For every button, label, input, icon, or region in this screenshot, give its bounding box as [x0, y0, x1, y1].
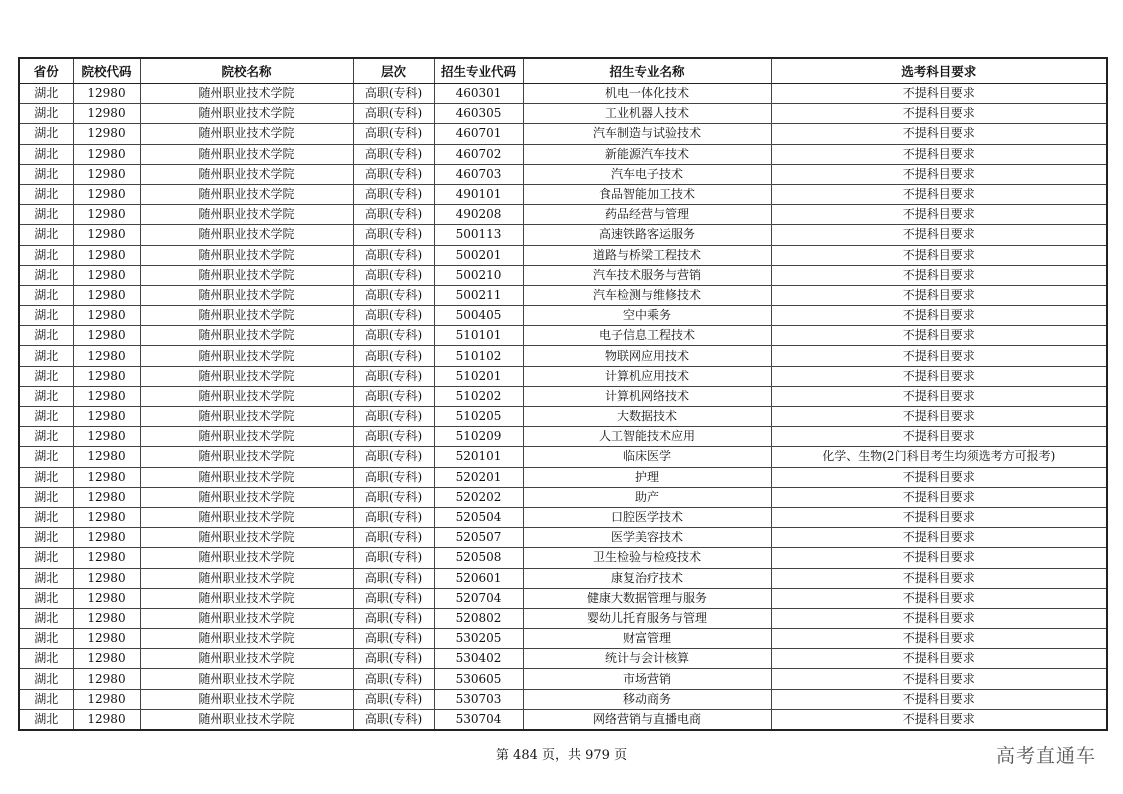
cell-school-name: 随州职业技术学院	[140, 407, 353, 427]
table-row	[19, 689, 1107, 709]
cell-school-code: 12980	[73, 326, 140, 346]
cell-school-code: 12980	[73, 245, 140, 265]
cell-major-name: 汽车技术服务与营销	[523, 265, 771, 285]
cell-major-name: 电子信息工程技术	[523, 326, 771, 346]
cell-school-name: 随州职业技术学院	[140, 84, 353, 104]
cell-major-code: 530605	[434, 669, 523, 689]
table-row	[19, 326, 1107, 346]
cell-subject-requirement: 不提科目要求	[771, 669, 1107, 689]
cell-province: 湖北	[19, 427, 73, 447]
cell-school-name: 随州职业技术学院	[140, 669, 353, 689]
cell-school-name: 随州职业技术学院	[140, 447, 353, 467]
cell-major-name: 食品智能加工技术	[523, 184, 771, 204]
cell-level: 高职(专科)	[353, 84, 434, 104]
cell-major-code: 530402	[434, 649, 523, 669]
cell-major-code: 490208	[434, 205, 523, 225]
table-row	[19, 306, 1107, 326]
cell-major-name: 汽车电子技术	[523, 164, 771, 184]
cell-subject-requirement: 不提科目要求	[771, 467, 1107, 487]
cell-major-name: 药品经营与管理	[523, 205, 771, 225]
table-row	[19, 285, 1107, 305]
cell-province: 湖北	[19, 669, 73, 689]
cell-province: 湖北	[19, 326, 73, 346]
cell-level: 高职(专科)	[353, 225, 434, 245]
admissions-table-container	[18, 57, 1106, 731]
cell-subject-requirement: 不提科目要求	[771, 386, 1107, 406]
cell-school-code: 12980	[73, 144, 140, 164]
cell-level: 高职(专科)	[353, 568, 434, 588]
cell-subject-requirement: 不提科目要求	[771, 306, 1107, 326]
cell-school-name: 随州职业技术学院	[140, 326, 353, 346]
cell-level: 高职(专科)	[353, 144, 434, 164]
table-body	[19, 84, 1107, 731]
header-major-name: 招生专业名称	[523, 58, 771, 84]
cell-level: 高职(专科)	[353, 245, 434, 265]
table-row	[19, 427, 1107, 447]
cell-level: 高职(专科)	[353, 164, 434, 184]
cell-major-code: 460703	[434, 164, 523, 184]
cell-school-name: 随州职业技术学院	[140, 124, 353, 144]
cell-major-name: 空中乘务	[523, 306, 771, 326]
cell-level: 高职(专科)	[353, 184, 434, 204]
cell-level: 高职(专科)	[353, 427, 434, 447]
cell-major-code: 510102	[434, 346, 523, 366]
cell-province: 湖北	[19, 649, 73, 669]
cell-subject-requirement: 不提科目要求	[771, 709, 1107, 730]
cell-major-code: 520508	[434, 548, 523, 568]
cell-school-code: 12980	[73, 568, 140, 588]
cell-subject-requirement: 不提科目要求	[771, 285, 1107, 305]
cell-subject-requirement: 不提科目要求	[771, 689, 1107, 709]
cell-major-name: 大数据技术	[523, 407, 771, 427]
cell-school-code: 12980	[73, 124, 140, 144]
cell-major-name: 物联网应用技术	[523, 346, 771, 366]
cell-major-code: 520802	[434, 608, 523, 628]
table-row	[19, 205, 1107, 225]
cell-major-code: 520202	[434, 487, 523, 507]
cell-subject-requirement: 不提科目要求	[771, 144, 1107, 164]
cell-school-code: 12980	[73, 427, 140, 447]
table-row	[19, 346, 1107, 366]
cell-province: 湖北	[19, 104, 73, 124]
cell-subject-requirement: 不提科目要求	[771, 346, 1107, 366]
cell-subject-requirement: 不提科目要求	[771, 588, 1107, 608]
cell-subject-requirement: 不提科目要求	[771, 649, 1107, 669]
cell-province: 湖北	[19, 285, 73, 305]
cell-subject-requirement: 不提科目要求	[771, 528, 1107, 548]
cell-school-name: 随州职业技术学院	[140, 709, 353, 730]
cell-subject-requirement: 不提科目要求	[771, 326, 1107, 346]
cell-major-name: 网络营销与直播电商	[523, 709, 771, 730]
table-row	[19, 225, 1107, 245]
table-row	[19, 386, 1107, 406]
cell-subject-requirement: 不提科目要求	[771, 608, 1107, 628]
cell-level: 高职(专科)	[353, 507, 434, 527]
cell-province: 湖北	[19, 689, 73, 709]
cell-major-code: 520704	[434, 588, 523, 608]
cell-province: 湖北	[19, 184, 73, 204]
cell-school-code: 12980	[73, 205, 140, 225]
cell-school-code: 12980	[73, 669, 140, 689]
table-row	[19, 608, 1107, 628]
cell-province: 湖北	[19, 629, 73, 649]
cell-school-name: 随州职业技术学院	[140, 184, 353, 204]
cell-major-name: 人工智能技术应用	[523, 427, 771, 447]
cell-school-code: 12980	[73, 689, 140, 709]
cell-province: 湖北	[19, 407, 73, 427]
table-row	[19, 487, 1107, 507]
table-row	[19, 447, 1107, 467]
cell-major-code: 500201	[434, 245, 523, 265]
cell-school-code: 12980	[73, 164, 140, 184]
header-province: 省份	[19, 58, 73, 84]
cell-school-code: 12980	[73, 386, 140, 406]
cell-level: 高职(专科)	[353, 629, 434, 649]
cell-school-code: 12980	[73, 346, 140, 366]
table-row	[19, 709, 1107, 730]
cell-school-name: 随州职业技术学院	[140, 507, 353, 527]
cell-school-name: 随州职业技术学院	[140, 104, 353, 124]
cell-level: 高职(专科)	[353, 306, 434, 326]
cell-major-name: 统计与会计核算	[523, 649, 771, 669]
cell-subject-requirement: 不提科目要求	[771, 548, 1107, 568]
cell-province: 湖北	[19, 548, 73, 568]
cell-school-name: 随州职业技术学院	[140, 608, 353, 628]
cell-province: 湖北	[19, 588, 73, 608]
cell-major-code: 530704	[434, 709, 523, 730]
cell-province: 湖北	[19, 164, 73, 184]
cell-major-name: 市场营销	[523, 669, 771, 689]
cell-level: 高职(专科)	[353, 608, 434, 628]
cell-school-name: 随州职业技术学院	[140, 649, 353, 669]
cell-school-code: 12980	[73, 608, 140, 628]
cell-school-name: 随州职业技术学院	[140, 285, 353, 305]
cell-level: 高职(专科)	[353, 366, 434, 386]
cell-school-name: 随州职业技术学院	[140, 366, 353, 386]
cell-level: 高职(专科)	[353, 285, 434, 305]
cell-school-name: 随州职业技术学院	[140, 386, 353, 406]
cell-major-code: 510201	[434, 366, 523, 386]
cell-school-name: 随州职业技术学院	[140, 487, 353, 507]
cell-major-name: 口腔医学技术	[523, 507, 771, 527]
cell-major-code: 510101	[434, 326, 523, 346]
cell-major-name: 临床医学	[523, 447, 771, 467]
cell-major-code: 500405	[434, 306, 523, 326]
cell-school-code: 12980	[73, 487, 140, 507]
cell-school-code: 12980	[73, 447, 140, 467]
cell-school-name: 随州职业技术学院	[140, 427, 353, 447]
cell-school-name: 随州职业技术学院	[140, 265, 353, 285]
cell-subject-requirement: 不提科目要求	[771, 487, 1107, 507]
cell-level: 高职(专科)	[353, 528, 434, 548]
header-school-name: 院校名称	[140, 58, 353, 84]
cell-school-name: 随州职业技术学院	[140, 528, 353, 548]
cell-school-name: 随州职业技术学院	[140, 346, 353, 366]
cell-major-name: 工业机器人技术	[523, 104, 771, 124]
cell-subject-requirement: 不提科目要求	[771, 407, 1107, 427]
cell-subject-requirement: 不提科目要求	[771, 366, 1107, 386]
cell-level: 高职(专科)	[353, 124, 434, 144]
cell-school-code: 12980	[73, 467, 140, 487]
cell-school-name: 随州职业技术学院	[140, 689, 353, 709]
cell-school-code: 12980	[73, 104, 140, 124]
page-number: 第 484 页，共 979 页	[495, 748, 628, 763]
cell-major-name: 助产	[523, 487, 771, 507]
cell-school-code: 12980	[73, 366, 140, 386]
cell-school-code: 12980	[73, 649, 140, 669]
cell-school-code: 12980	[73, 548, 140, 568]
cell-school-code: 12980	[73, 629, 140, 649]
cell-subject-requirement: 不提科目要求	[771, 205, 1107, 225]
cell-subject-requirement: 不提科目要求	[771, 84, 1107, 104]
cell-level: 高职(专科)	[353, 265, 434, 285]
cell-level: 高职(专科)	[353, 407, 434, 427]
cell-province: 湖北	[19, 205, 73, 225]
cell-province: 湖北	[19, 84, 73, 104]
cell-school-code: 12980	[73, 184, 140, 204]
cell-major-code: 490101	[434, 184, 523, 204]
cell-major-name: 财富管理	[523, 629, 771, 649]
table-row	[19, 568, 1107, 588]
cell-level: 高职(专科)	[353, 467, 434, 487]
cell-major-name: 健康大数据管理与服务	[523, 588, 771, 608]
cell-major-name: 汽车制造与试验技术	[523, 124, 771, 144]
cell-level: 高职(专科)	[353, 548, 434, 568]
cell-major-name: 卫生检验与检疫技术	[523, 548, 771, 568]
cell-school-name: 随州职业技术学院	[140, 144, 353, 164]
cell-province: 湖北	[19, 346, 73, 366]
cell-level: 高职(专科)	[353, 447, 434, 467]
cell-province: 湖北	[19, 507, 73, 527]
table-row	[19, 669, 1107, 689]
table-row	[19, 507, 1107, 527]
cell-major-code: 500210	[434, 265, 523, 285]
cell-school-code: 12980	[73, 84, 140, 104]
cell-level: 高职(专科)	[353, 649, 434, 669]
cell-level: 高职(专科)	[353, 669, 434, 689]
cell-major-name: 计算机网络技术	[523, 386, 771, 406]
cell-school-name: 随州职业技术学院	[140, 306, 353, 326]
cell-school-code: 12980	[73, 528, 140, 548]
cell-province: 湖北	[19, 467, 73, 487]
table-row	[19, 184, 1107, 204]
cell-subject-requirement: 不提科目要求	[771, 427, 1107, 447]
cell-major-name: 康复治疗技术	[523, 568, 771, 588]
table-row	[19, 467, 1107, 487]
cell-subject-requirement: 不提科目要求	[771, 245, 1107, 265]
cell-school-code: 12980	[73, 265, 140, 285]
cell-province: 湖北	[19, 265, 73, 285]
cell-subject-requirement: 不提科目要求	[771, 164, 1107, 184]
table-row	[19, 588, 1107, 608]
cell-major-name: 护理	[523, 467, 771, 487]
cell-school-name: 随州职业技术学院	[140, 588, 353, 608]
cell-major-code: 500211	[434, 285, 523, 305]
cell-school-code: 12980	[73, 588, 140, 608]
cell-school-name: 随州职业技术学院	[140, 205, 353, 225]
cell-province: 湖北	[19, 144, 73, 164]
cell-subject-requirement: 不提科目要求	[771, 124, 1107, 144]
cell-major-code: 520504	[434, 507, 523, 527]
cell-major-name: 医学美容技术	[523, 528, 771, 548]
cell-level: 高职(专科)	[353, 346, 434, 366]
cell-major-name: 移动商务	[523, 689, 771, 709]
cell-major-code: 460701	[434, 124, 523, 144]
cell-province: 湖北	[19, 709, 73, 730]
table-row	[19, 649, 1107, 669]
cell-level: 高职(专科)	[353, 205, 434, 225]
cell-subject-requirement: 化学、生物(2门科目考生均须选考方可报考)	[771, 447, 1107, 467]
cell-major-name: 新能源汽车技术	[523, 144, 771, 164]
cell-major-name: 汽车检测与维修技术	[523, 285, 771, 305]
table-row	[19, 366, 1107, 386]
cell-province: 湖北	[19, 124, 73, 144]
cell-province: 湖北	[19, 608, 73, 628]
cell-major-code: 520507	[434, 528, 523, 548]
cell-school-code: 12980	[73, 306, 140, 326]
cell-province: 湖北	[19, 487, 73, 507]
cell-subject-requirement: 不提科目要求	[771, 629, 1107, 649]
cell-major-code: 510205	[434, 407, 523, 427]
cell-major-code: 530703	[434, 689, 523, 709]
table-row	[19, 104, 1107, 124]
cell-school-code: 12980	[73, 225, 140, 245]
cell-province: 湖北	[19, 306, 73, 326]
table-row	[19, 84, 1107, 104]
header-major-code: 招生专业代码	[434, 58, 523, 84]
cell-school-name: 随州职业技术学院	[140, 467, 353, 487]
cell-major-code: 460301	[434, 84, 523, 104]
cell-school-name: 随州职业技术学院	[140, 245, 353, 265]
cell-school-code: 12980	[73, 407, 140, 427]
watermark-logo-text: 高考直通车	[995, 745, 1096, 767]
cell-province: 湖北	[19, 528, 73, 548]
cell-school-name: 随州职业技术学院	[140, 548, 353, 568]
table-row	[19, 124, 1107, 144]
cell-major-code: 520101	[434, 447, 523, 467]
cell-school-name: 随州职业技术学院	[140, 629, 353, 649]
cell-major-code: 520601	[434, 568, 523, 588]
cell-level: 高职(专科)	[353, 709, 434, 730]
admissions-table	[18, 57, 1108, 731]
cell-subject-requirement: 不提科目要求	[771, 507, 1107, 527]
cell-subject-requirement: 不提科目要求	[771, 184, 1107, 204]
table-header-row	[19, 58, 1107, 84]
cell-level: 高职(专科)	[353, 104, 434, 124]
header-level: 层次	[353, 58, 434, 84]
cell-province: 湖北	[19, 245, 73, 265]
cell-major-name: 道路与桥梁工程技术	[523, 245, 771, 265]
table-row	[19, 245, 1107, 265]
cell-subject-requirement: 不提科目要求	[771, 568, 1107, 588]
cell-province: 湖北	[19, 366, 73, 386]
cell-level: 高职(专科)	[353, 588, 434, 608]
cell-school-code: 12980	[73, 507, 140, 527]
cell-school-name: 随州职业技术学院	[140, 568, 353, 588]
cell-major-name: 高速铁路客运服务	[523, 225, 771, 245]
cell-school-code: 12980	[73, 285, 140, 305]
cell-school-name: 随州职业技术学院	[140, 225, 353, 245]
table-row	[19, 548, 1107, 568]
cell-level: 高职(专科)	[353, 689, 434, 709]
cell-major-code: 510209	[434, 427, 523, 447]
cell-major-name: 机电一体化技术	[523, 84, 771, 104]
cell-major-code: 460305	[434, 104, 523, 124]
header-school-code: 院校代码	[73, 58, 140, 84]
table-row	[19, 629, 1107, 649]
cell-subject-requirement: 不提科目要求	[771, 225, 1107, 245]
cell-major-name: 计算机应用技术	[523, 366, 771, 386]
cell-major-name: 婴幼儿托育服务与管理	[523, 608, 771, 628]
cell-major-code: 520201	[434, 467, 523, 487]
cell-province: 湖北	[19, 225, 73, 245]
cell-major-code: 500113	[434, 225, 523, 245]
cell-major-code: 460702	[434, 144, 523, 164]
cell-province: 湖北	[19, 568, 73, 588]
header-subject-requirement: 选考科目要求	[771, 58, 1107, 84]
cell-school-name: 随州职业技术学院	[140, 164, 353, 184]
cell-major-code: 510202	[434, 386, 523, 406]
cell-level: 高职(专科)	[353, 326, 434, 346]
cell-subject-requirement: 不提科目要求	[771, 265, 1107, 285]
table-row	[19, 144, 1107, 164]
table-row	[19, 164, 1107, 184]
table-row	[19, 528, 1107, 548]
cell-level: 高职(专科)	[353, 386, 434, 406]
table-row	[19, 407, 1107, 427]
cell-province: 湖北	[19, 447, 73, 467]
cell-subject-requirement: 不提科目要求	[771, 104, 1107, 124]
table-row	[19, 265, 1107, 285]
cell-major-code: 530205	[434, 629, 523, 649]
cell-school-code: 12980	[73, 709, 140, 730]
cell-level: 高职(专科)	[353, 487, 434, 507]
cell-province: 湖北	[19, 386, 73, 406]
